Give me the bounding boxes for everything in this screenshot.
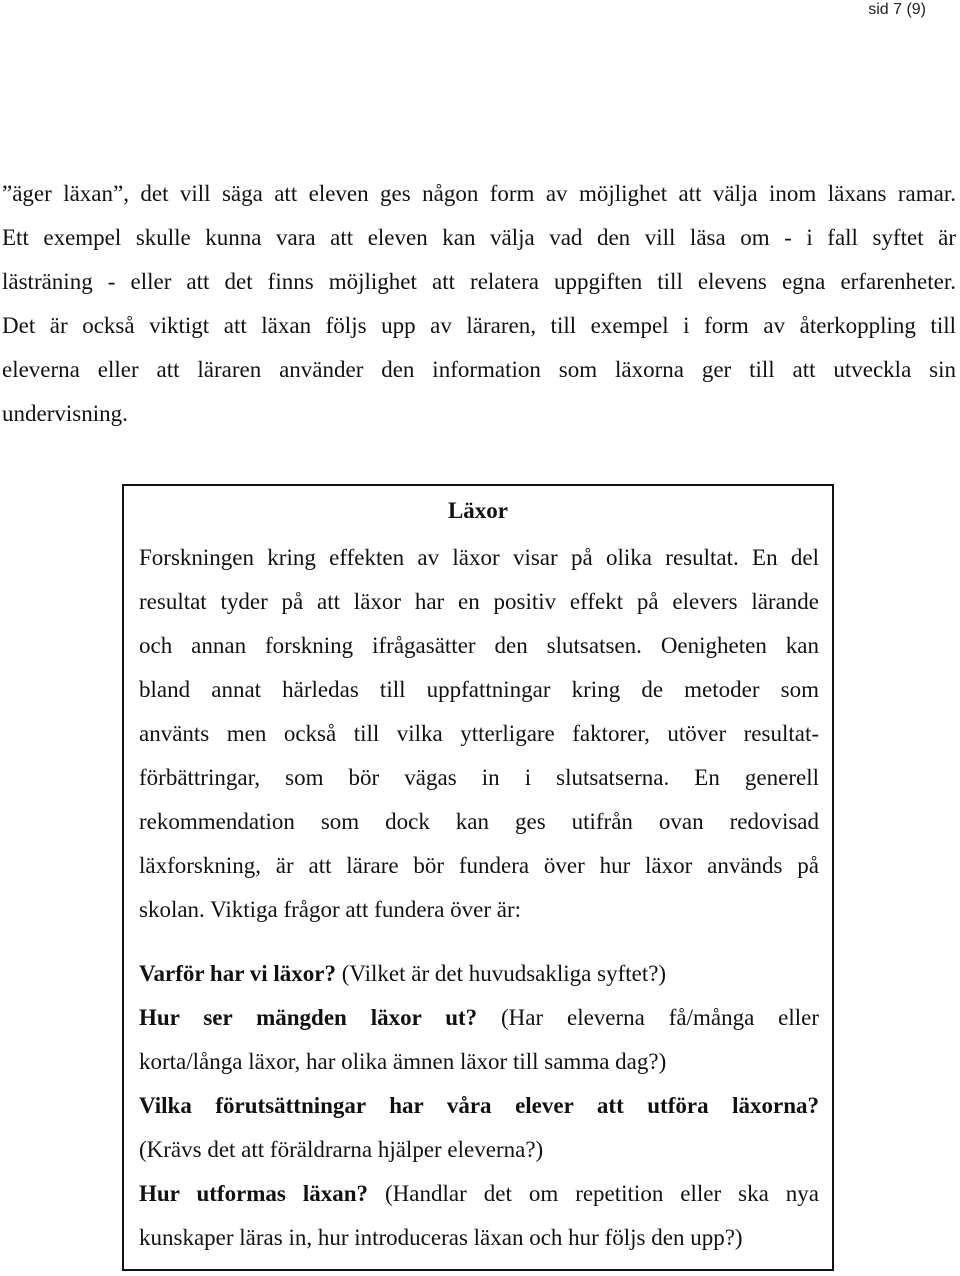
box-line: bland annat härledas till uppfattningar kring de metoder som	[139, 677, 819, 702]
question-note: (Vilket är det huvudsakliga syftet?)	[335, 961, 667, 986]
box-line: rekommendation som dock kan ges utifrån ovan redovisad	[139, 809, 819, 834]
question-item	[139, 952, 819, 996]
question-item	[139, 1084, 819, 1128]
box-line: förbättringar, som bör vägas in i slutsatserna. En generell	[139, 765, 819, 790]
question-bold: Hur ser mängden läxor ut?	[139, 1005, 478, 1030]
intro-paragraph	[2, 172, 956, 436]
question-bold: Varför har vi läxor?	[139, 961, 336, 986]
intro-line: undervisning.	[2, 401, 128, 426]
question-continuation: (Krävs det att föräldrarna hjälper eleverna?)	[139, 1137, 544, 1162]
question-note: (Handlar det om repetition eller ska nya	[368, 1181, 819, 1206]
info-box	[122, 484, 834, 1271]
intro-line: Ett exempel skulle kunna vara att eleven kan välja vad den vill läsa om - i fall syftet är	[2, 225, 956, 250]
question-item	[139, 996, 819, 1040]
box-line: Forskningen kring effekten av läxor visar på olika resultat. En del	[139, 545, 819, 570]
question-bold: Hur utformas läxan?	[139, 1181, 369, 1206]
box-line: och annan forskning ifrågasätter den slutsatsen. Oenigheten kan	[139, 633, 819, 658]
box-line: använts men också till vilka ytterligare faktorer, utöver resultat-	[139, 721, 819, 746]
intro-line: ”äger läxan”, det vill säga att eleven ges någon form av möjlighet att välja inom läxans ramar.	[2, 181, 956, 206]
box-line: läxforskning, är att lärare bör fundera över hur läxor används på	[139, 853, 819, 878]
question-bold: Vilka förutsättningar har våra elever att utföra läxorna?	[139, 1093, 819, 1118]
box-line: skolan. Viktiga frågor att fundera över är:	[139, 897, 522, 922]
box-line: resultat tyder på att läxor har en positiv effekt på elevers lärande	[139, 589, 819, 614]
page-number: sid 7 (9)	[868, 1, 926, 18]
box-paragraph	[139, 536, 819, 932]
intro-line: lästräning - eller att det finns möjlighet att relatera uppgiften till elevens egna erfarenheter.	[2, 269, 956, 294]
question-continuation: kunskaper läras in, hur introduceras läxan och hur följs den upp?)	[139, 1225, 743, 1250]
question-item	[139, 1172, 819, 1216]
intro-line: eleverna eller att läraren använder den information som läxorna ger till att utveckla sin	[2, 357, 956, 382]
question-continuation: korta/långa läxor, har olika ämnen läxor till samma dag?)	[139, 1049, 667, 1074]
question-list	[139, 952, 819, 1260]
question-note: (Har eleverna få/många eller	[477, 1005, 819, 1030]
intro-line: Det är också viktigt att läxan följs upp av läraren, till exempel i form av återkoppling till	[2, 313, 956, 338]
box-title: Läxor	[447, 498, 509, 523]
